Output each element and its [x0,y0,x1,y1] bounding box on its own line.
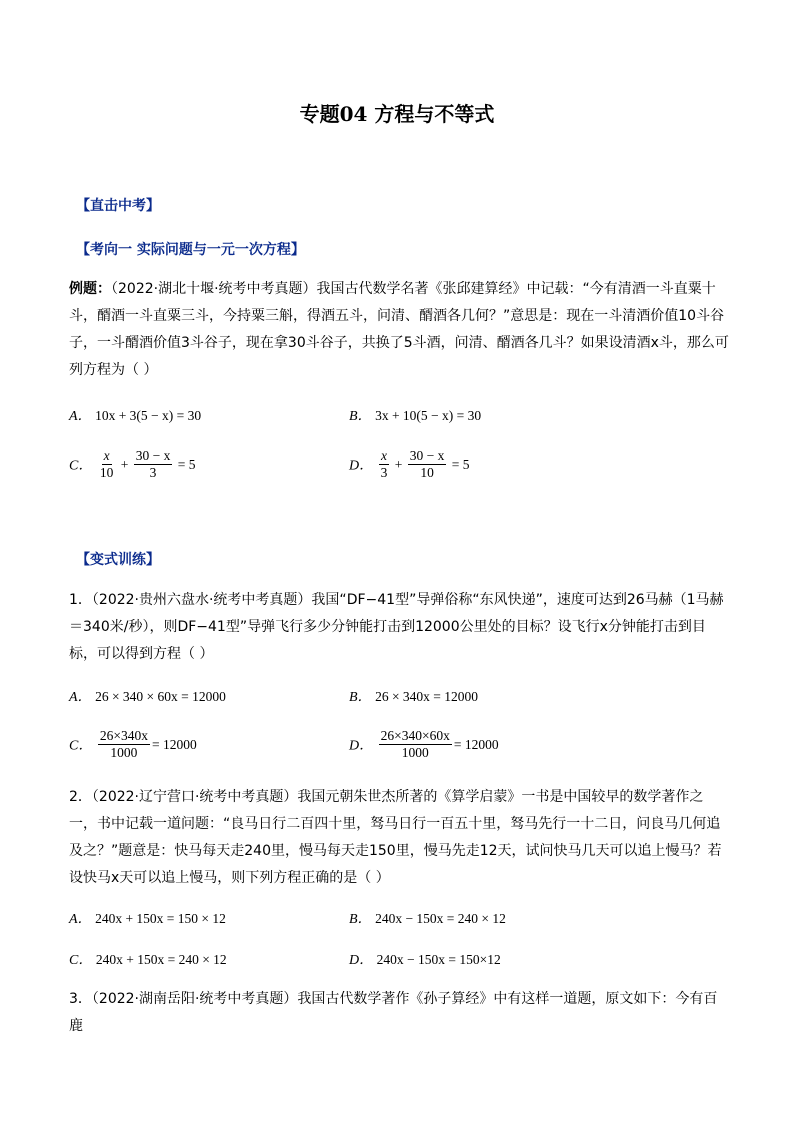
q2-option-d: D． 240x − 150x = 150×12 [349,952,501,968]
example-option-c: C． $\frac{x}{10}$ + $\frac{30 - x}{3}$ = 5 [69,448,196,480]
section-heading-practice: 【变式训练】 [76,552,160,568]
section-heading-direct: 【直击中考】 [76,198,160,214]
page-title: 专题04 方程与不等式 [299,102,495,126]
example-text: （2022·湖北十堰·统考中考真题）我国古代数学名著《张邱建算经》中记载：“今有清酒一斗直粟十斗，醑酒一斗直粟三斗，今持粟三斛，得酒五斗，问清、醑酒各几何？”意思是：现在一斗清酒价值10斗谷子，一斗醑酒价值3斗谷子，现在拿30斗谷子，共换了5斗酒，问清、醑酒各几斗？如果设清酒x斗，那么可列方程为（ ） [69,281,729,378]
section-heading-k1: 【考向一 实际问题与一元一次方程】 [76,242,305,258]
q1-option-c: C． $\frac{26\times 340x}{1000}$ = 12000 [69,728,197,760]
q1-option-d: D． $\frac{26\times 340\times 60x}{1000}$ = 12000 [349,728,499,760]
q1-option-b: B． 26 × 340x = 12000 [349,689,479,705]
q2-option-c: C． 240x + 150x = 240 × 12 [69,952,227,968]
question-1-text: 1．（2022·贵州六盘水·统考中考真题）我国“DF−41型”导弹俗称“东风快递”，速度可达到26马赫（1马赫＝340米/秒），则DF−41型”导弹飞行多少分钟能打击到12000公里处的目标？设飞行x分钟能打击到目标，可以得到方程（ ） [69,592,724,662]
q1-option-a: A． 26 × 340 × 60x = 12000 [69,689,226,705]
question-3-text: 3．（2022·湖南岳阳·统考中考真题）我国古代数学著作《孙子算经》中有这样一道题，原文如下：今有百鹿 [69,991,718,1034]
example-option-b-expr: 3x + 10(5 − x) = 30 [375,408,482,423]
q2-option-a: A． 240x + 150x = 150 × 12 [69,911,226,927]
example-paragraph [69,276,729,384]
example-option-d: D． $\frac{x}{3}$ + $\frac{30 - x}{10}$ = 5 [349,448,470,480]
example-label: 例题： [69,281,111,297]
example-option-a-expr: 10x + 3(5 − x) = 30 [95,408,202,423]
example-option-b: B． 3x + 10(5 − x) = 30 [349,408,482,424]
example-option-a: A． 10x + 3(5 − x) = 30 [69,408,202,424]
q2-option-b: B． 240x − 150x = 240 × 12 [349,911,506,927]
question-2-text: 2．（2022·辽宁营口·统考中考真题）我国元朝朱世杰所著的《算学启蒙》一书是中国较早的数学著作之一，书中记载一道问题：“良马日行二百四十里，驽马日行一百五十里，驽马先行一十二日，问良马几何追及之？”题意是：快马每天走240里，慢马每天走150里，慢马先走12天，试问快马几天可以追上慢马？若设快马x天可以追上慢马，则下列方程正确的是（ ） [69,789,722,886]
